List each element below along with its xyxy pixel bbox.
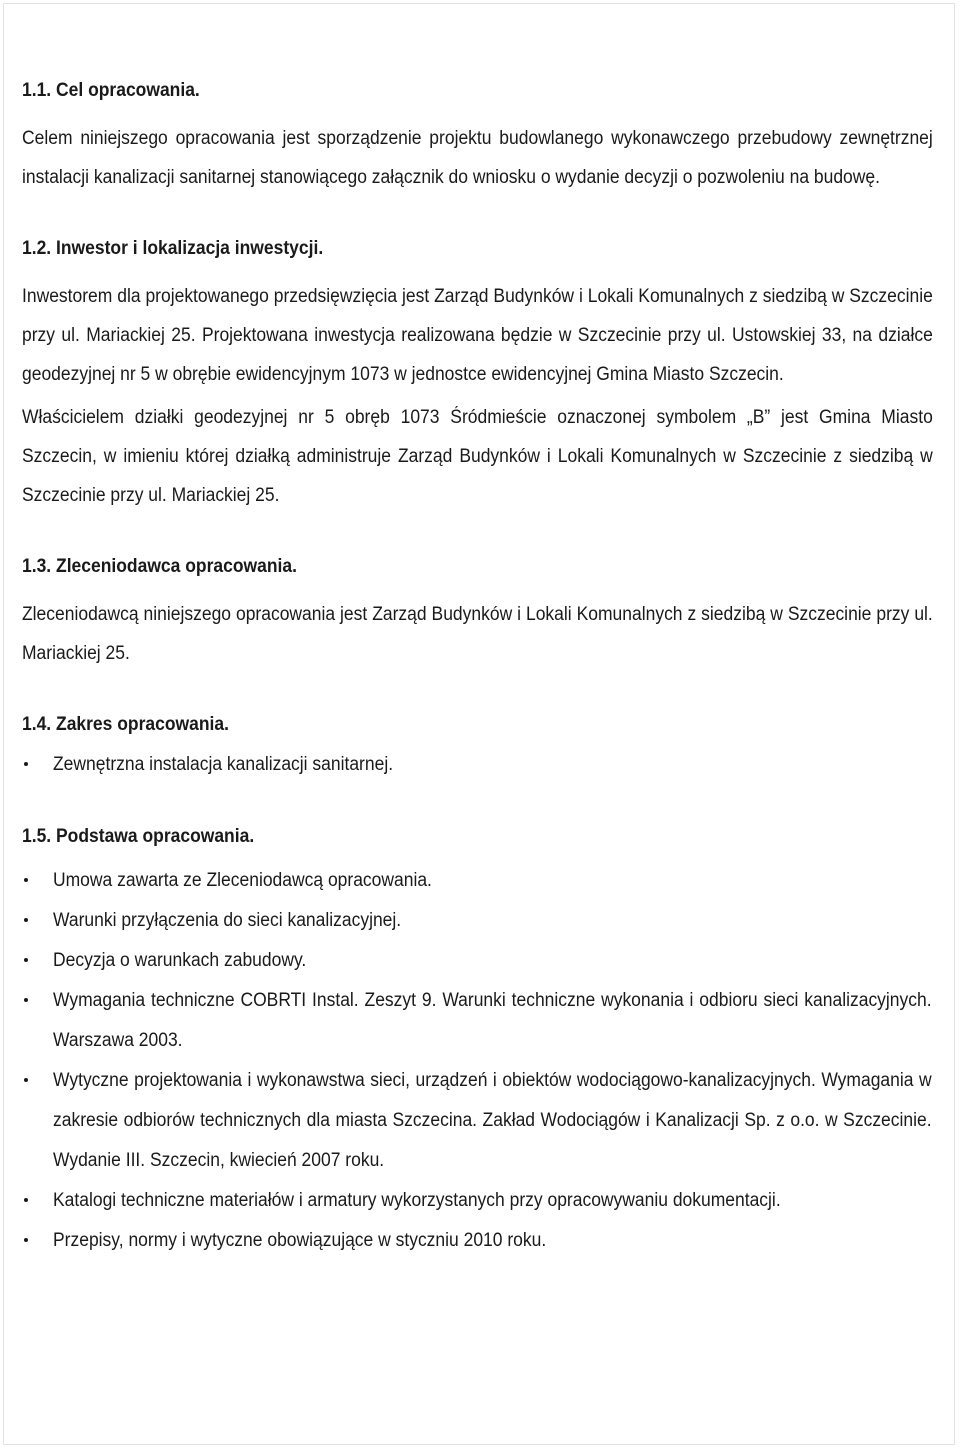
- section-heading: 1.3. Zleceniodawca opracowania.: [22, 556, 297, 577]
- list-item: [22, 941, 934, 981]
- section-zakres: [22, 705, 934, 785]
- section-heading: 1.2. Inwestor i lokalizacja inwestycji.: [22, 238, 324, 259]
- list-item: [22, 1061, 934, 1181]
- list-item-text: Wytyczne projektowania i wykonawstwa sieci, urządzeń i obiektów wodociągowo-kanalizacyjnych. Wymagania w zakresie odbiorów technicznych dla miasta Szczecina. Zakład Wodociągów i Kanalizacji Sp. z o.o. w Szczecinie. Wydanie III. Szczecin, kwiecień 2007 roku.: [53, 1070, 932, 1171]
- section-paragraph: Właścicielem działki geodezyjnej nr 5 obręb 1073 Śródmieście oznaczonej symbolem „B” jest Gmina Miasto Szczecin, w imieniu której działką administruje Zarząd Budynków i Lokali Komunalnych w Szczecinie z siedzibą w Szczecinie przy ul. Mariackiej 25.: [22, 407, 933, 506]
- list-item: [22, 745, 934, 785]
- list-item-text: Katalogi techniczne materiałów i armatury wykorzystanych przy opracowywaniu dokumentacji.: [53, 1190, 781, 1211]
- section-inwestor: [22, 229, 934, 515]
- section-heading: 1.5. Podstawa opracowania.: [22, 826, 255, 847]
- list-item: [22, 1221, 934, 1261]
- list-item: [22, 981, 934, 1061]
- section-heading: 1.1. Cel opracowania.: [22, 80, 200, 101]
- section-cel-opracowania: [22, 71, 934, 197]
- list-item: [22, 861, 934, 901]
- list-item-text: Wymagania techniczne COBRTI Instal. Zeszyt 9. Warunki techniczne wykonania i odbioru sieci kanalizacyjnych. Warszawa 2003.: [53, 990, 932, 1051]
- section-paragraph: Zleceniodawcą niniejszego opracowania jest Zarząd Budynków i Lokali Komunalnych z siedzibą w Szczecinie przy ul. Mariackiej 25.: [22, 604, 933, 664]
- list-item-text: Umowa zawarta ze Zleceniodawcą opracowania.: [53, 870, 432, 891]
- list-item-text: Przepisy, normy i wytyczne obowiązujące w styczniu 2010 roku.: [53, 1230, 547, 1251]
- bullet-list: [22, 745, 934, 785]
- bullet-icon: [24, 998, 28, 1002]
- bullet-list: [22, 861, 934, 1261]
- bullet-icon: [24, 878, 28, 882]
- bullet-icon: [24, 958, 28, 962]
- list-item-text: Zewnętrzna instalacja kanalizacji sanitarnej.: [53, 754, 394, 775]
- document-body: [22, 71, 934, 1261]
- list-item-text: Warunki przyłączenia do sieci kanalizacyjnej.: [53, 910, 402, 931]
- bullet-icon: [24, 1198, 28, 1202]
- list-item-text: Decyzja o warunkach zabudowy.: [53, 950, 307, 971]
- section-paragraph: Celem niniejszego opracowania jest sporządzenie projektu budowlanego wykonawczego przebudowy zewnętrznej instalacji kanalizacji sanitarnej stanowiącego załącznik do wniosku o wydanie decyzji o pozwoleniu na budowę.: [22, 128, 933, 188]
- list-item: [22, 901, 934, 941]
- bullet-icon: [24, 1238, 28, 1242]
- bullet-icon: [24, 762, 28, 766]
- list-item: [22, 1181, 934, 1221]
- bullet-icon: [24, 918, 28, 922]
- section-paragraph: Inwestorem dla projektowanego przedsięwzięcia jest Zarząd Budynków i Lokali Komunalnych z siedzibą w Szczecinie przy ul. Mariackiej 25. Projektowana inwestycja realizowana będzie w Szczecinie przy ul. Ustowskiej 33, na działce geodezyjnej nr 5 w obrębie ewidencyjnym 1073 w jednostce ewidencyjnej Gmina Miasto Szczecin.: [22, 286, 933, 385]
- section-zleceniodawca: [22, 547, 934, 673]
- section-podstawa: [22, 817, 934, 1261]
- bullet-icon: [24, 1078, 28, 1082]
- section-heading: 1.4. Zakres opracowania.: [22, 714, 229, 735]
